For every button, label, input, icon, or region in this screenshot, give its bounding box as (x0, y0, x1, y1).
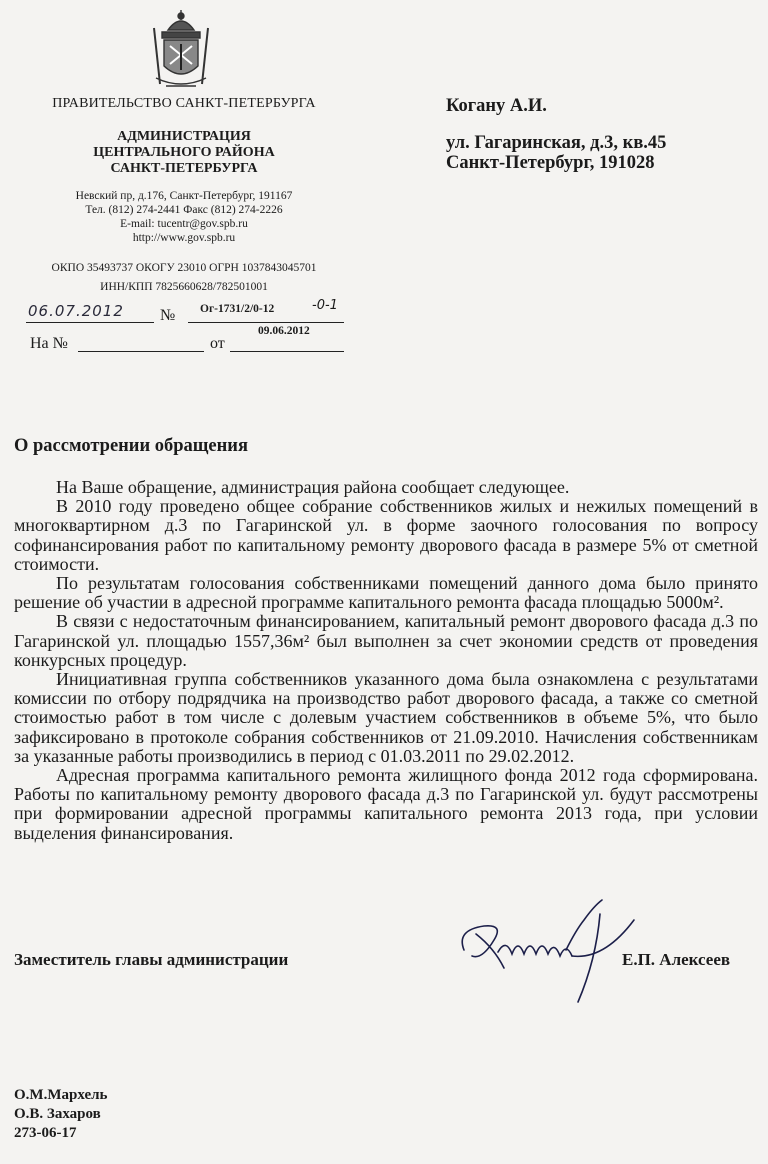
address-line: Невский пр, д.176, Санкт-Петербург, 191167 (75, 190, 293, 202)
recipient-address-line: ул. Гагаринская, д.3, кв.45 (446, 133, 667, 153)
reference-number: Ог-1731/2/0-12 (200, 303, 275, 315)
recipient-name: Когану А.И. (446, 96, 547, 116)
body-paragraph: В связи с недостаточным финансированием, капитальный ремонт дворового фасада д.3 по Гагаринской ул. площадью 1557,36м² был выполнен за счет экономии средств от проведения конкурсных процедур. (14, 611, 758, 670)
signatory-title: Заместитель главы администрации (14, 950, 289, 969)
recipient-address-line: Санкт-Петербург, 191028 (446, 153, 655, 173)
on-number-label: На № (30, 335, 68, 352)
contact-info (34, 189, 334, 245)
admin-line: САНКТ-ПЕТЕРБУРГА (110, 161, 258, 176)
signatory-name: Е.П. Алексеев (622, 950, 731, 969)
letter-subject: О рассмотрении обращения (14, 436, 248, 456)
executor-name: О.В. Захаров (14, 1106, 101, 1122)
admin-line: АДМИНИСТРАЦИЯ (117, 129, 251, 144)
codes-line: ИНН/КПП 7825660628/782501001 (100, 281, 268, 293)
executor-name: О.М.Мархель (14, 1087, 108, 1103)
reference-handwritten-suffix: -0-1 (312, 298, 338, 313)
codes-line: ОКПО 35493737 ОКОГУ 23010 ОГРН 1037843045701 (51, 262, 317, 274)
government-title: ПРАВИТЕЛЬСТВО САНКТ-ПЕТЕРБУРГА (52, 96, 316, 111)
reference-date: 09.06.2012 (258, 325, 310, 337)
coat-of-arms-emblem (148, 8, 214, 100)
letter-body (14, 478, 758, 843)
website-line: http://www.gov.spb.ru (132, 232, 236, 244)
executors-block (14, 1086, 107, 1143)
handwritten-signature (454, 890, 644, 1010)
body-paragraph: Инициативная группа собственников указанного дома была ознакомлена с результатами комиссии по отбору подрядчика на производство работ дворового фасада, а также со сметной стоимостью работ в том числе с долевым участием собственников в объеме 5%, что было зафиксировано в протоколе собрания собственников от 21.09.2010. Начисления собственникам за указанные работы производились в период с 01.03.2011 по 29.02.2012. (14, 669, 758, 766)
date-underline (26, 322, 154, 323)
body-paragraph: На Ваше обращение, администрация района сообщает следующее. (56, 477, 570, 497)
phone-line: Тел. (812) 274-2441 Факс (812) 274-2226 (85, 204, 283, 216)
registry-codes (34, 259, 334, 297)
body-paragraph: Адресная программа капитального ремонта жилищного фонда 2012 года сформирована. Работы по капитальному ремонту дворового фасада д.3 по Гагаринской ул. будут рассмотрены при формировании адресной программы капитального ремонта 2013 года, при условии выделения финансирования. (14, 765, 758, 843)
body-paragraph: В 2010 году проведено общее собрание собственников жилых и нежилых помещений в многоквартирном д.3 по Гагаринской ул. в форме заочного голосования по вопросу софинансирования работ по капитальному ремонту дворового фасада в размере 5% от сметной стоимости. (14, 496, 758, 574)
handwritten-date: 06.07.2012 (28, 302, 124, 320)
administration-name (34, 129, 334, 177)
recipient-block (446, 96, 666, 173)
from-underline (230, 351, 344, 352)
admin-line: ЦЕНТРАЛЬНОГО РАЙОНА (93, 145, 275, 160)
executor-phone: 273-06-17 (14, 1125, 77, 1141)
from-label: от (210, 335, 225, 352)
body-paragraph: По результатам голосования собственниками помещений данного дома было принято решение об участии в адресной программе капитального ремонта фасада площадью 5000м². (14, 573, 758, 613)
email-line: E-mail: tucentr@gov.spb.ru (120, 218, 248, 230)
number-underline (188, 322, 344, 323)
on-number-underline (78, 351, 204, 352)
number-label: № (160, 307, 176, 324)
